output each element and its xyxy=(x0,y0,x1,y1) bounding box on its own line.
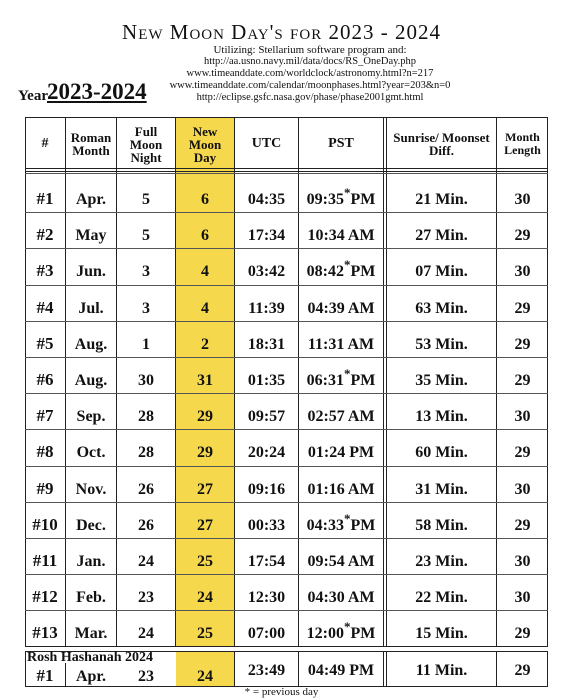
row-diff: 53 Min. xyxy=(415,335,468,353)
pst-suffix: PM xyxy=(350,372,376,389)
rosh-month: Apr. xyxy=(75,668,107,685)
col-header-month-length: Month Length xyxy=(504,130,541,157)
row-month: Sep. xyxy=(76,408,106,426)
previous-day-marker: * xyxy=(343,366,351,381)
row-num: #4 xyxy=(36,297,54,317)
row-diff: 13 Min. xyxy=(415,408,468,426)
table-row xyxy=(25,575,548,610)
row-diff: 63 Min. xyxy=(415,299,468,317)
row-length: 30 xyxy=(514,553,531,570)
row-num: #2 xyxy=(36,225,54,245)
row-pst xyxy=(299,366,383,390)
row-diff: 27 Min. xyxy=(415,227,468,245)
row-num: #6 xyxy=(36,370,54,389)
page-title: New Moon Day's for 2023 - 2024 xyxy=(122,20,441,44)
row-length: 30 xyxy=(514,480,531,498)
source-url-moonphases: www.timeanddate.com/calendar/moonphases.html?year=203&n=0 xyxy=(169,80,451,91)
col-header-num: # xyxy=(41,136,49,151)
row-length: 30 xyxy=(514,589,531,607)
pst-time: 12:00 xyxy=(306,625,344,643)
row-diff: 07 Min. xyxy=(415,263,468,281)
table-row xyxy=(25,286,548,321)
rosh-utc: 23:49 xyxy=(247,662,286,679)
row-full-moon: 30 xyxy=(138,372,154,389)
row-diff: 21 Min. xyxy=(415,191,468,208)
pst-time: 09:35 xyxy=(306,191,344,208)
row-new-moon: 25 xyxy=(197,625,213,643)
row-full-moon: 3 xyxy=(142,263,150,281)
row-num: #9 xyxy=(36,478,54,498)
row-month: Apr. xyxy=(75,191,107,208)
source-url-nasa: http://eclipse.gsfc.nasa.gov/phase/phase2001gmt.html xyxy=(196,92,424,103)
pst-suffix: PM xyxy=(350,625,376,643)
row-length: 29 xyxy=(514,299,531,317)
row-pst: 01:16 AM xyxy=(307,480,375,498)
row-new-moon: 27 xyxy=(197,516,213,534)
row-pst xyxy=(299,257,383,281)
row-full-moon: 3 xyxy=(142,299,150,317)
row-num: #5 xyxy=(36,333,54,353)
row-new-moon: 24 xyxy=(197,589,213,607)
table-row xyxy=(25,394,548,429)
col-header-sunrise-diff: Sunrise/ Moonset Diff. xyxy=(393,130,490,158)
source-url-worldclock: www.timeanddate.com/worldclock/astronomy.html?n=217 xyxy=(186,68,434,79)
rosh-full-moon: 23 xyxy=(138,668,154,685)
row-pst: 04:39 AM xyxy=(307,299,375,317)
row-utc: 00:33 xyxy=(247,516,286,534)
row-new-moon: 4 xyxy=(201,263,209,281)
row-month: May xyxy=(75,227,107,245)
col-header-utc: UTC xyxy=(251,136,282,151)
row-utc: 12:30 xyxy=(247,589,286,607)
row-diff: 31 Min. xyxy=(415,480,468,498)
pst-time: 06:31 xyxy=(306,372,344,389)
row-length: 29 xyxy=(514,335,531,353)
row-pst: 04:30 AM xyxy=(307,589,375,607)
rosh-num: #1 xyxy=(36,666,54,685)
previous-day-marker: * xyxy=(343,257,351,273)
row-num: #1 xyxy=(36,189,54,208)
previous-day-marker: * xyxy=(343,510,351,526)
pst-suffix: PM xyxy=(350,516,376,534)
row-pst xyxy=(299,185,383,209)
pst-suffix: PM xyxy=(350,191,376,208)
row-full-moon: 26 xyxy=(138,480,154,498)
row-full-moon: 24 xyxy=(138,553,154,570)
row-full-moon: 24 xyxy=(138,625,154,643)
row-pst: 09:54 AM xyxy=(307,553,375,570)
row-month: Mar. xyxy=(74,625,108,643)
row-num: #7 xyxy=(36,406,54,426)
table-row xyxy=(25,430,548,465)
row-full-moon: 28 xyxy=(138,444,154,462)
row-month: Oct. xyxy=(76,444,106,462)
row-utc: 17:54 xyxy=(247,553,286,570)
row-length: 29 xyxy=(514,444,531,462)
col-header-full-moon: Full Moon Night xyxy=(129,123,163,165)
new-moon-table xyxy=(25,117,548,647)
year-value: 2023-2024 xyxy=(47,79,147,104)
rosh-diff: 11 Min. xyxy=(415,662,468,679)
row-new-moon: 29 xyxy=(197,444,213,462)
row-new-moon: 6 xyxy=(201,191,209,208)
utilizing-note: Utilizing: Stellarium software program and: xyxy=(213,44,407,56)
footnote: * = previous day xyxy=(244,686,319,698)
row-utc: 04:35 xyxy=(247,191,286,208)
pst-time: 08:42 xyxy=(306,263,344,281)
row-num: #12 xyxy=(32,587,58,607)
row-full-moon: 5 xyxy=(142,191,150,208)
row-pst: 10:34 AM xyxy=(307,227,375,245)
table-row xyxy=(25,539,548,574)
row-utc: 03:42 xyxy=(247,263,286,281)
row-utc: 18:31 xyxy=(247,335,286,353)
row-length: 30 xyxy=(514,408,531,426)
row-month: Jun. xyxy=(76,263,106,281)
row-pst: 11:31 AM xyxy=(307,335,375,353)
previous-day-marker: * xyxy=(343,185,351,200)
row-diff: 22 Min. xyxy=(415,589,468,607)
row-month: Feb. xyxy=(76,589,106,607)
row-num: #10 xyxy=(32,514,58,534)
row-pst: 02:57 AM xyxy=(307,408,375,426)
table-row xyxy=(25,358,548,393)
row-length: 29 xyxy=(514,625,531,643)
row-new-moon: 6 xyxy=(201,227,209,245)
row-pst: 01:24 PM xyxy=(307,444,375,462)
row-utc: 01:35 xyxy=(247,372,286,389)
row-full-moon: 26 xyxy=(138,516,154,534)
row-utc: 11:39 xyxy=(248,299,285,317)
row-utc: 07:00 xyxy=(247,625,286,643)
row-new-moon: 29 xyxy=(197,408,213,426)
row-length: 29 xyxy=(514,516,531,534)
row-pst xyxy=(299,619,383,643)
col-header-pst: PST xyxy=(328,136,354,151)
row-num: #13 xyxy=(32,623,58,643)
row-utc: 09:57 xyxy=(247,408,286,426)
row-month: Aug. xyxy=(74,372,108,389)
pst-time: 04:33 xyxy=(306,516,344,534)
table-row xyxy=(25,611,548,646)
row-diff: 23 Min. xyxy=(415,553,468,570)
row-month: Jan. xyxy=(76,553,106,570)
table-row xyxy=(25,322,548,357)
source-url-usno: http://aa.usno.navy.mil/data/docs/RS_OneDay.php xyxy=(203,56,417,67)
table-row xyxy=(25,177,548,212)
row-month: Dec. xyxy=(76,516,106,534)
row-new-moon: 25 xyxy=(197,553,213,570)
row-utc: 09:16 xyxy=(247,480,286,498)
row-length: 30 xyxy=(514,191,531,208)
row-utc: 17:34 xyxy=(247,227,286,245)
row-full-moon: 28 xyxy=(138,408,154,426)
table-row xyxy=(25,503,548,538)
row-diff: 58 Min. xyxy=(415,516,468,534)
col-header-roman-month: Roman Month xyxy=(70,130,112,158)
row-diff: 15 Min. xyxy=(415,625,468,643)
table-row xyxy=(25,213,548,248)
previous-day-marker: * xyxy=(343,619,351,635)
year-label: Year xyxy=(18,88,48,104)
row-diff: 60 Min. xyxy=(415,444,468,462)
row-new-moon: 2 xyxy=(201,335,209,353)
row-pst xyxy=(299,510,383,535)
row-length: 29 xyxy=(514,227,531,245)
rosh-length: 29 xyxy=(514,662,531,679)
row-new-moon: 4 xyxy=(201,299,209,317)
table-row xyxy=(25,249,548,284)
table-row xyxy=(25,467,548,502)
pst-suffix: PM xyxy=(350,263,376,281)
row-num: #3 xyxy=(36,261,54,281)
row-new-moon: 31 xyxy=(197,372,213,389)
row-num: #11 xyxy=(32,551,58,570)
row-month: Aug. xyxy=(74,335,108,353)
rosh-new-moon: 24 xyxy=(197,668,213,685)
row-num: #8 xyxy=(36,442,54,462)
rosh-hashanah-row xyxy=(25,651,548,687)
row-length: 30 xyxy=(514,263,531,281)
row-full-moon: 1 xyxy=(142,335,150,353)
row-full-moon: 23 xyxy=(138,589,154,607)
row-month: Jul. xyxy=(78,299,104,317)
col-header-new-moon: New Moon Day xyxy=(188,123,222,165)
row-length: 29 xyxy=(514,372,531,389)
row-utc: 20:24 xyxy=(247,444,286,462)
row-full-moon: 5 xyxy=(142,227,150,245)
row-diff: 35 Min. xyxy=(415,372,468,389)
rosh-pst: 04:49 PM xyxy=(307,662,375,679)
row-new-moon: 27 xyxy=(197,480,213,498)
row-month: Nov. xyxy=(75,480,107,498)
rosh-hashanah-label: Rosh Hashanah 2024 xyxy=(27,650,154,665)
